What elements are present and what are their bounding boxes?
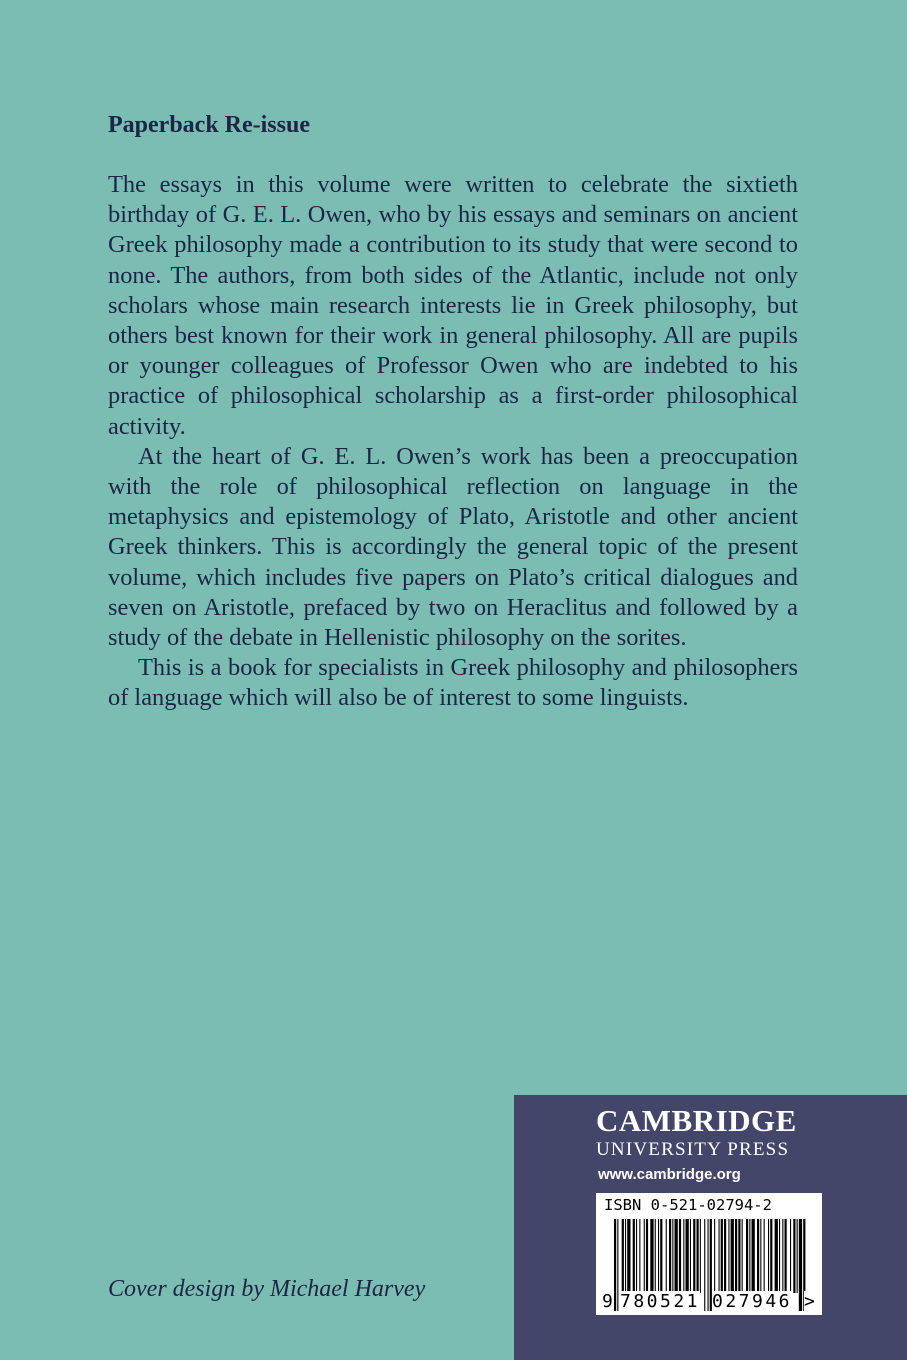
blurb-paragraph-1: The essays in this volume were written to celebrate the sixtieth birthday of G. E. L. Owen, who by his essays and seminars on ancient Greek philosophy made a contribution to its study that were second to none. The authors, from both sides of the Atlantic, include not only scholars whose main research interests lie in Greek philosophy, but others best known for their work in general philosophy. All are pupils or younger colleagues of Professor Owen who are indebted to his practice of philosophical scholarship as a first-order philosophical activity.: [108, 171, 798, 440]
cover-design-credit: Cover design by Michael Harvey: [108, 1276, 426, 1302]
blurb-paragraph-3: This is a book for specialists in Greek philosophy and philosophers of language which will also be of interest to some linguists.: [108, 654, 798, 712]
publisher-panel: [514, 1095, 907, 1360]
blurb: [108, 170, 798, 714]
publisher-name: CAMBRIDGE: [596, 1103, 797, 1138]
isbn-label: ISBN 0-521-02794-2: [604, 1196, 772, 1214]
barcode-digits: [596, 1291, 822, 1313]
barcode-trail-mark: >: [804, 1291, 815, 1312]
barcode-left-group: 780521: [620, 1291, 701, 1312]
barcode-lead-digit: 9: [602, 1291, 613, 1312]
barcode-box: [596, 1193, 822, 1315]
publisher-url: www.cambridge.org: [598, 1166, 741, 1183]
blurb-paragraph-2: At the heart of G. E. L. Owen’s work has been a preoccupation with the role of philosophical reflection on language in the metaphysics and epistemology of Plato, Aristotle and other ancient Greek thinkers. This is accordingly the general topic of the present volume, which includes five papers on Plato’s critical dialogues and seven on Aristotle, prefaced by two on Heraclitus and followed by a study of the debate in Hellenistic philosophy on the sorites.: [108, 442, 798, 652]
cover-heading: Paperback Re-issue: [108, 112, 310, 138]
publisher-subname: UNIVERSITY PRESS: [596, 1139, 790, 1160]
barcode-right-group: 027946: [712, 1291, 793, 1312]
